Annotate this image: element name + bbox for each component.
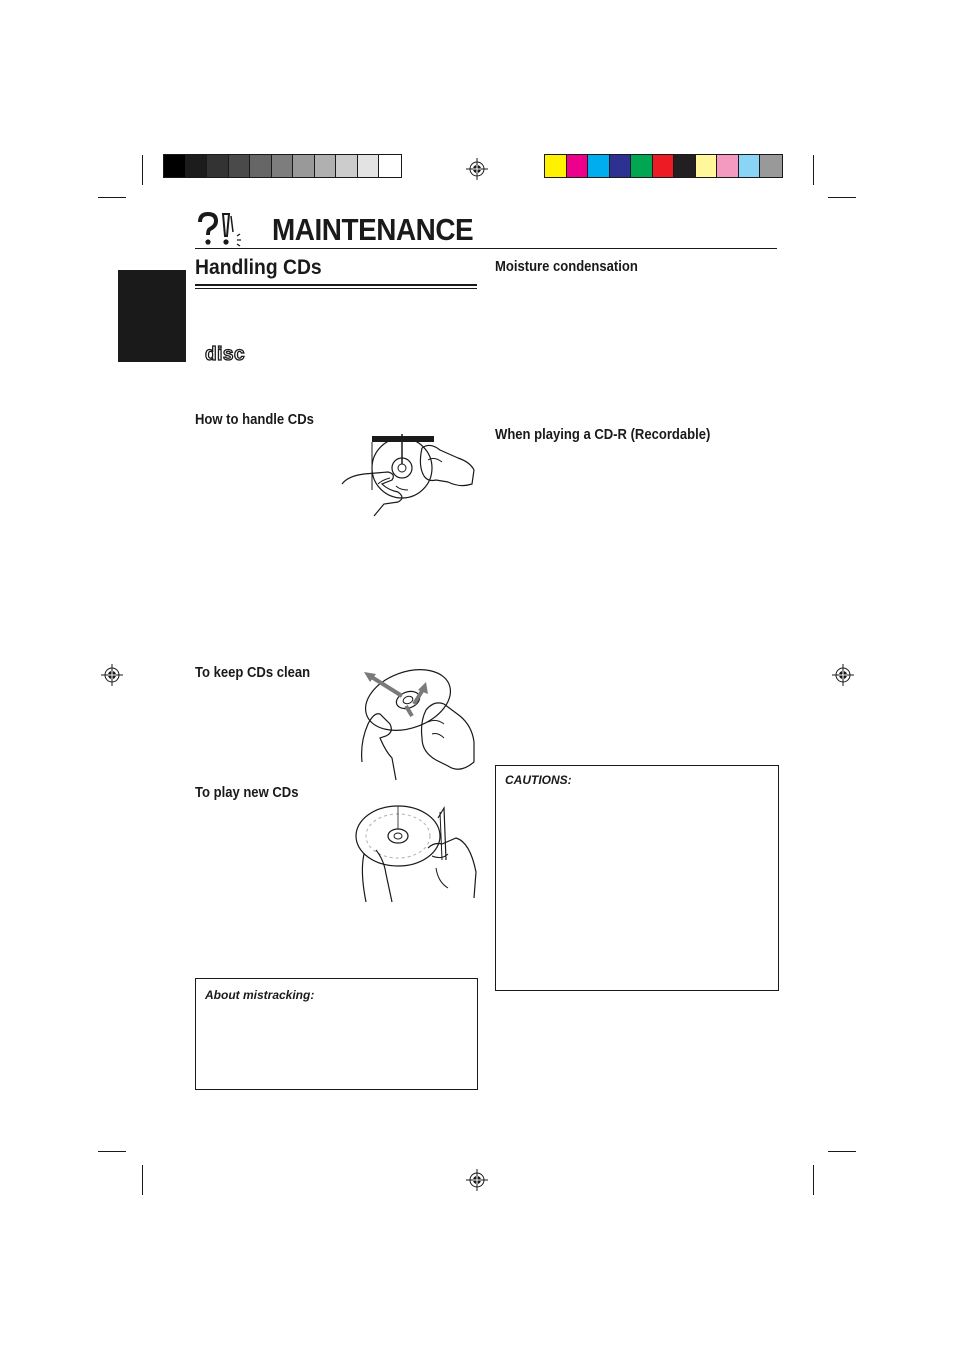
gray-swatch [336,155,358,177]
disc-logo [205,344,245,366]
subheading-keep-clean: To keep CDs clean [195,665,311,681]
title-rule [195,248,777,249]
color-swatch [696,155,718,177]
registration-mark-icon [101,664,123,686]
cd-handling-illustration [338,432,478,518]
crop-mark [142,1165,143,1195]
subheading-moisture: Moisture condensation [495,259,638,275]
subheading-cdr: When playing a CD-R (Recordable) [495,427,711,443]
gray-swatch [293,155,315,177]
gray-swatch [315,155,337,177]
color-swatch [567,155,589,177]
section-rule [195,288,477,289]
color-swatch [739,155,761,177]
mistracking-label: About mistracking: [205,988,315,1002]
gray-swatch [272,155,294,177]
language-tab [118,270,186,362]
color-swatch [653,155,675,177]
disc-logo-text: disc [205,344,246,365]
registration-mark-icon [466,1169,488,1191]
registration-mark-icon [466,158,488,180]
gray-swatch [358,155,380,177]
registration-mark-icon [832,664,854,686]
crop-mark [813,1165,814,1195]
crop-mark [828,197,856,198]
crop-mark [98,197,126,198]
subheading-how-to-handle: How to handle CDs [195,412,314,428]
question-exclamation-icon [196,212,244,248]
gray-swatch [164,155,186,177]
color-swatch [610,155,632,177]
cautions-label: CAUTIONS: [505,773,572,787]
grayscale-bar [163,154,402,178]
section-title: Handling CDs [195,256,322,279]
cautions-box [495,765,779,991]
gray-swatch [379,155,401,177]
section-rule [195,284,477,286]
color-swatch [631,155,653,177]
crop-mark [813,155,814,185]
color-bar [544,154,783,178]
crop-mark [98,1151,126,1152]
gray-swatch [250,155,272,177]
subheading-new-cds: To play new CDs [195,785,299,801]
new-cd-illustration [352,798,480,904]
crop-mark [828,1151,856,1152]
color-swatch [717,155,739,177]
gray-swatch [186,155,208,177]
color-swatch [545,155,567,177]
crop-mark [142,155,143,185]
cd-cleaning-illustration [356,662,480,782]
gray-swatch [207,155,229,177]
gray-swatch [229,155,251,177]
page-title: MAINTENANCE [272,212,474,247]
color-swatch [760,155,782,177]
mistracking-box [195,978,478,1090]
color-swatch [674,155,696,177]
color-swatch [588,155,610,177]
